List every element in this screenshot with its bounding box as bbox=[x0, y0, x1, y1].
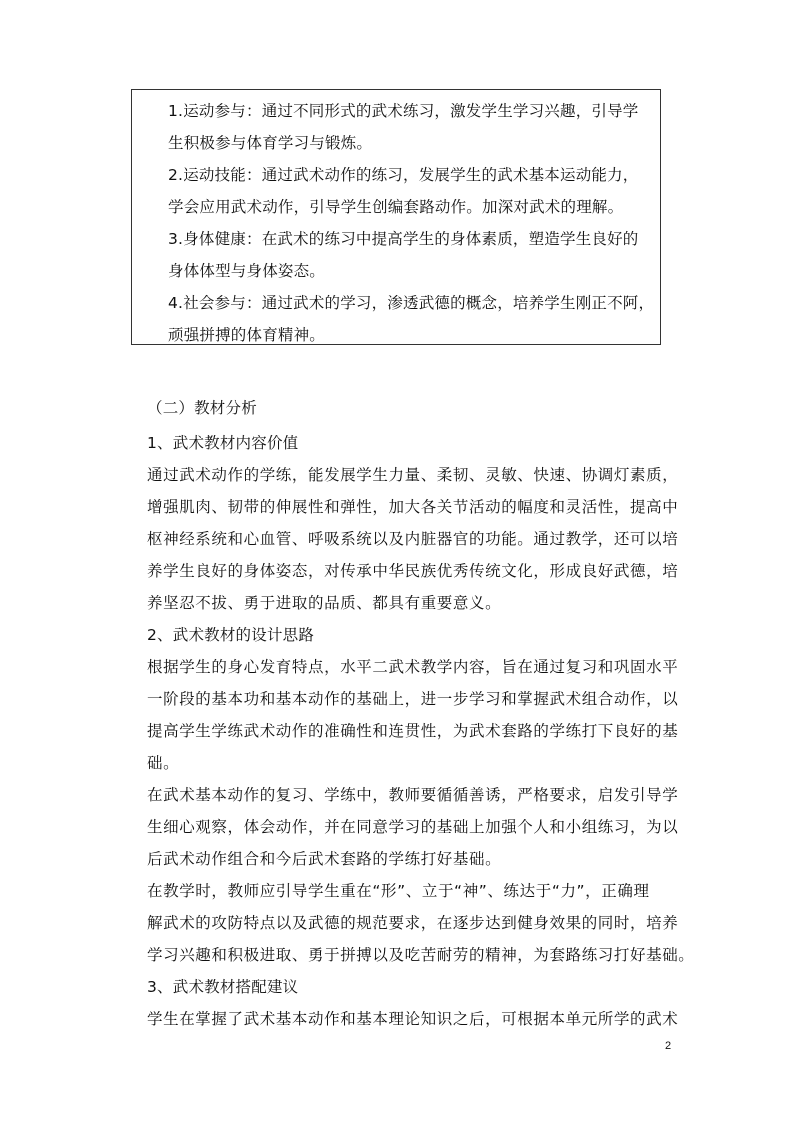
goal-line: 4.社会参与：通过武术的学习，渗透武德的概念，培养学生刚正不阿， bbox=[168, 294, 655, 312]
goal-line: 1.运动参与：通过不同形式的武术练习，激发学生学习兴趣，引导学 bbox=[168, 102, 639, 120]
paragraph-line: 根据学生的身心发育特点，水平二武术教学内容，旨在通过复习和巩固水平 bbox=[147, 658, 679, 676]
subsection-heading: 2、武术教材的设计思路 bbox=[147, 626, 315, 644]
paragraph-line: 础。 bbox=[147, 754, 180, 772]
paragraph-line: 通过武术动作的学练，能发展学生力量、柔韧、灵敏、快速、协调灯素质， bbox=[147, 466, 679, 484]
paragraph-line: 养学生良好的身体姿态，对传承中华民族优秀传统文化，形成良好武德，培 bbox=[147, 562, 679, 580]
section-title: （二）教材分析 bbox=[147, 399, 257, 417]
subsection-heading: 1、武术教材内容价值 bbox=[147, 434, 299, 452]
paragraph-line: 增强肌肉、韧带的伸展性和弹性，加大各关节活动的幅度和灵活性，提高中 bbox=[147, 498, 679, 516]
goal-line: 身体体型与身体姿态。 bbox=[168, 262, 326, 280]
goal-line: 生积极参与体育学习与锻炼。 bbox=[168, 134, 373, 152]
goal-line: 顽强拼搏的体育精神。 bbox=[168, 326, 326, 344]
subsection-heading: 3、武术教材搭配建议 bbox=[147, 978, 299, 996]
paragraph-line: 后武术动作组合和今后武术套路的学练打好基础。 bbox=[147, 850, 502, 868]
paragraph-line: 解武术的攻防特点以及武德的规范要求，在逐步达到健身效果的同时，培养 bbox=[147, 914, 679, 932]
goal-line: 2.运动技能：通过武术动作的练习，发展学生的武术基本运动能力， bbox=[168, 166, 639, 184]
goal-line: 3.身体健康：在武术的练习中提高学生的身体素质，塑造学生良好的 bbox=[168, 230, 639, 248]
paragraph-line: 在武术基本动作的复习、学练中，教师要循循善诱，严格要求，启发引导学 bbox=[147, 786, 679, 804]
paragraph-line: 养坚忍不拔、勇于进取的品质、都具有重要意义。 bbox=[147, 594, 502, 612]
paragraph-line: 学习兴趣和积极进取、勇于拼搏以及吃苦耐劳的精神，为套路练习打好基础。 bbox=[147, 946, 695, 964]
page-number: 2 bbox=[665, 1040, 672, 1052]
paragraph-line: 生细心观察，体会动作，并在同意学习的基础上加强个人和小组练习，为以 bbox=[147, 818, 679, 836]
paragraph-line: 枢神经系统和心血管、呼吸系统以及内脏器官的功能。通过教学，还可以培 bbox=[147, 530, 679, 548]
learning-goals-box bbox=[131, 89, 661, 345]
paragraph-line: 在教学时，教师应引导学生重在“形”、立于“神”、练达于“力”，正确理 bbox=[147, 882, 650, 900]
goal-line: 学会应用武术动作，引导学生创编套路动作。加深对武术的理解。 bbox=[168, 198, 624, 216]
paragraph-line: 一阶段的基本功和基本动作的基础上，进一步学习和掌握武术组合动作，以 bbox=[147, 690, 679, 708]
paragraph-line: 学生在掌握了武术基本动作和基本理论知识之后，可根据本单元所学的武术 bbox=[147, 1010, 679, 1028]
paragraph-line: 提高学生学练武术动作的准确性和连贯性，为武术套路的学练打下良好的基 bbox=[147, 722, 679, 740]
